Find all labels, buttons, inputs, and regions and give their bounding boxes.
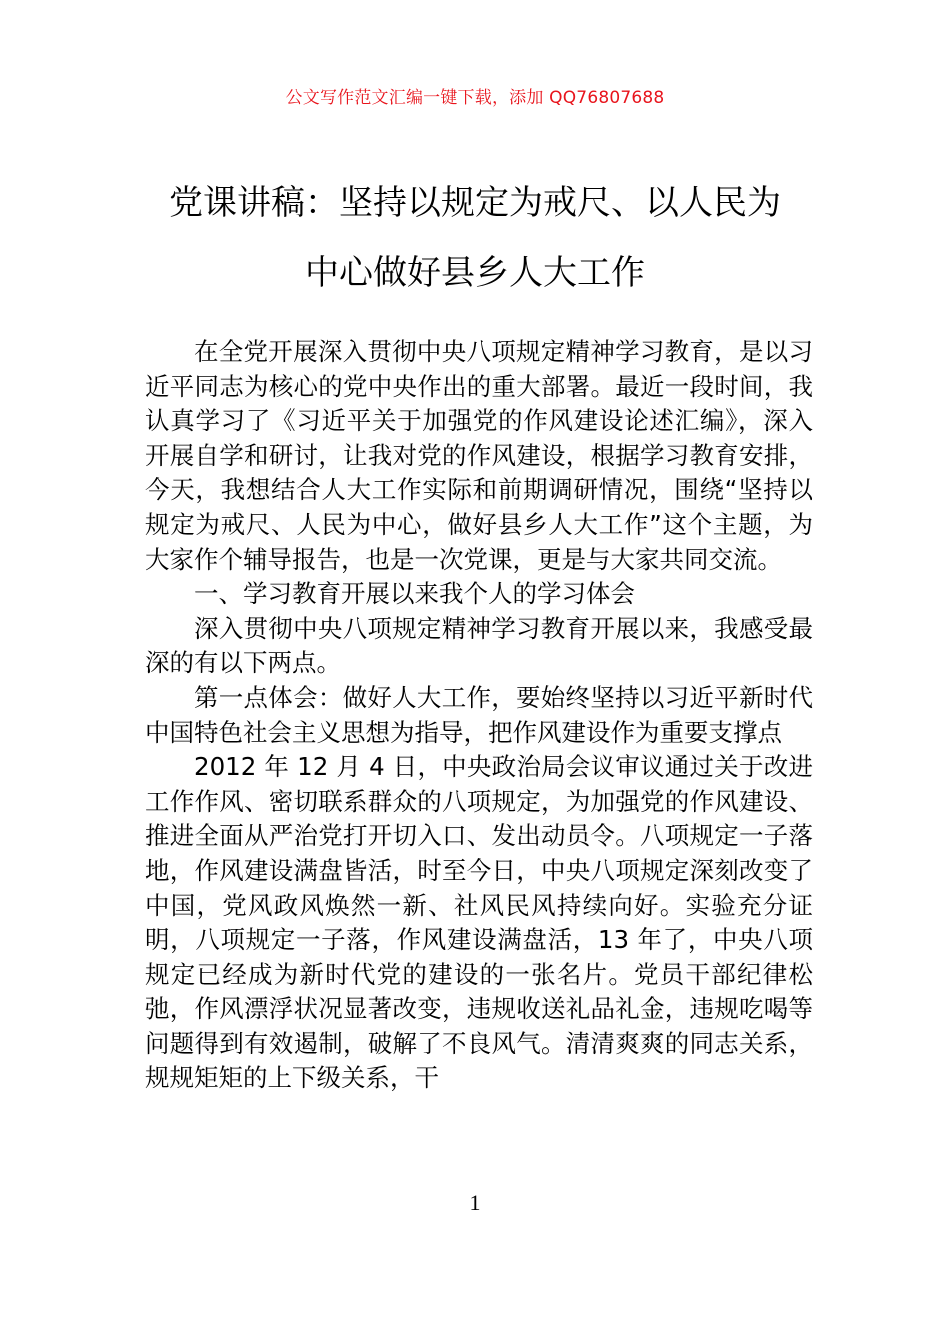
body-paragraph: 深入贯彻中央八项规定精神学习教育开展以来，我感受最深的有以下两点。 (145, 613, 813, 678)
document-title (100, 168, 850, 308)
title-line-2: 中心做好县乡人大工作 (305, 253, 645, 293)
title-line-1: 党课讲稿：坚持以规定为戒尺、以人民为 (169, 183, 781, 223)
intro-paragraph: 在全党开展深入贯彻中央八项规定精神学习教育，是以习近平同志为核心的党中央作出的重大部署。最近一段时间，我认真学习了《习近平关于加强党的作风建设论述汇编》，深入开展自学和研讨，让我对党的作风建设，根据学习教育安排，今天，我想结合人大工作实际和前期调研情况，围绕“坚持以规定为戒尺、人民为中心，做好县乡人大工作”这个主题，为大家作个辅导报告，也是一次党课，更是与大家共同交流。 (145, 337, 813, 574)
section-heading: 一、学习教育开展以来我个人的学习体会 (194, 579, 635, 609)
subsection-heading: 第一点体会：做好人大工作，要始终坚持以习近平新时代中国特色社会主义思想为指导，把作风建设作为重要支撑点 (145, 682, 813, 747)
download-promo-note: 公文写作范文汇编一键下载，添加 QQ76807688 (285, 88, 665, 108)
body-paragraph: 2012 年 12 月 4 日，中央政治局会议审议通过关于改进工作作风、密切联系群众的八项规定，为加强党的作风建设、推进全面从严治党打开切入口、发出动员令。八项规定一子落地，作风建设满盘皆活，时至今日，中央八项规定深刻改变了中国，党风政风焕然一新、社风民风持续向好。实验充分证明，八项规定一子落，作风建设满盘活，13 年了，中央八项规定已经成为新时代党的建设的一张名片。党员干部纪律松弛，作风漂浮状况显著改变，违规收送礼品礼金，违规吃喝等问题得到有效遏制，破解了不良风气。清清爽爽的同志关系，规规矩矩的上下级关系，干 (145, 752, 813, 1093)
page-number: 1 (469, 1190, 481, 1215)
document-body (145, 335, 813, 1096)
